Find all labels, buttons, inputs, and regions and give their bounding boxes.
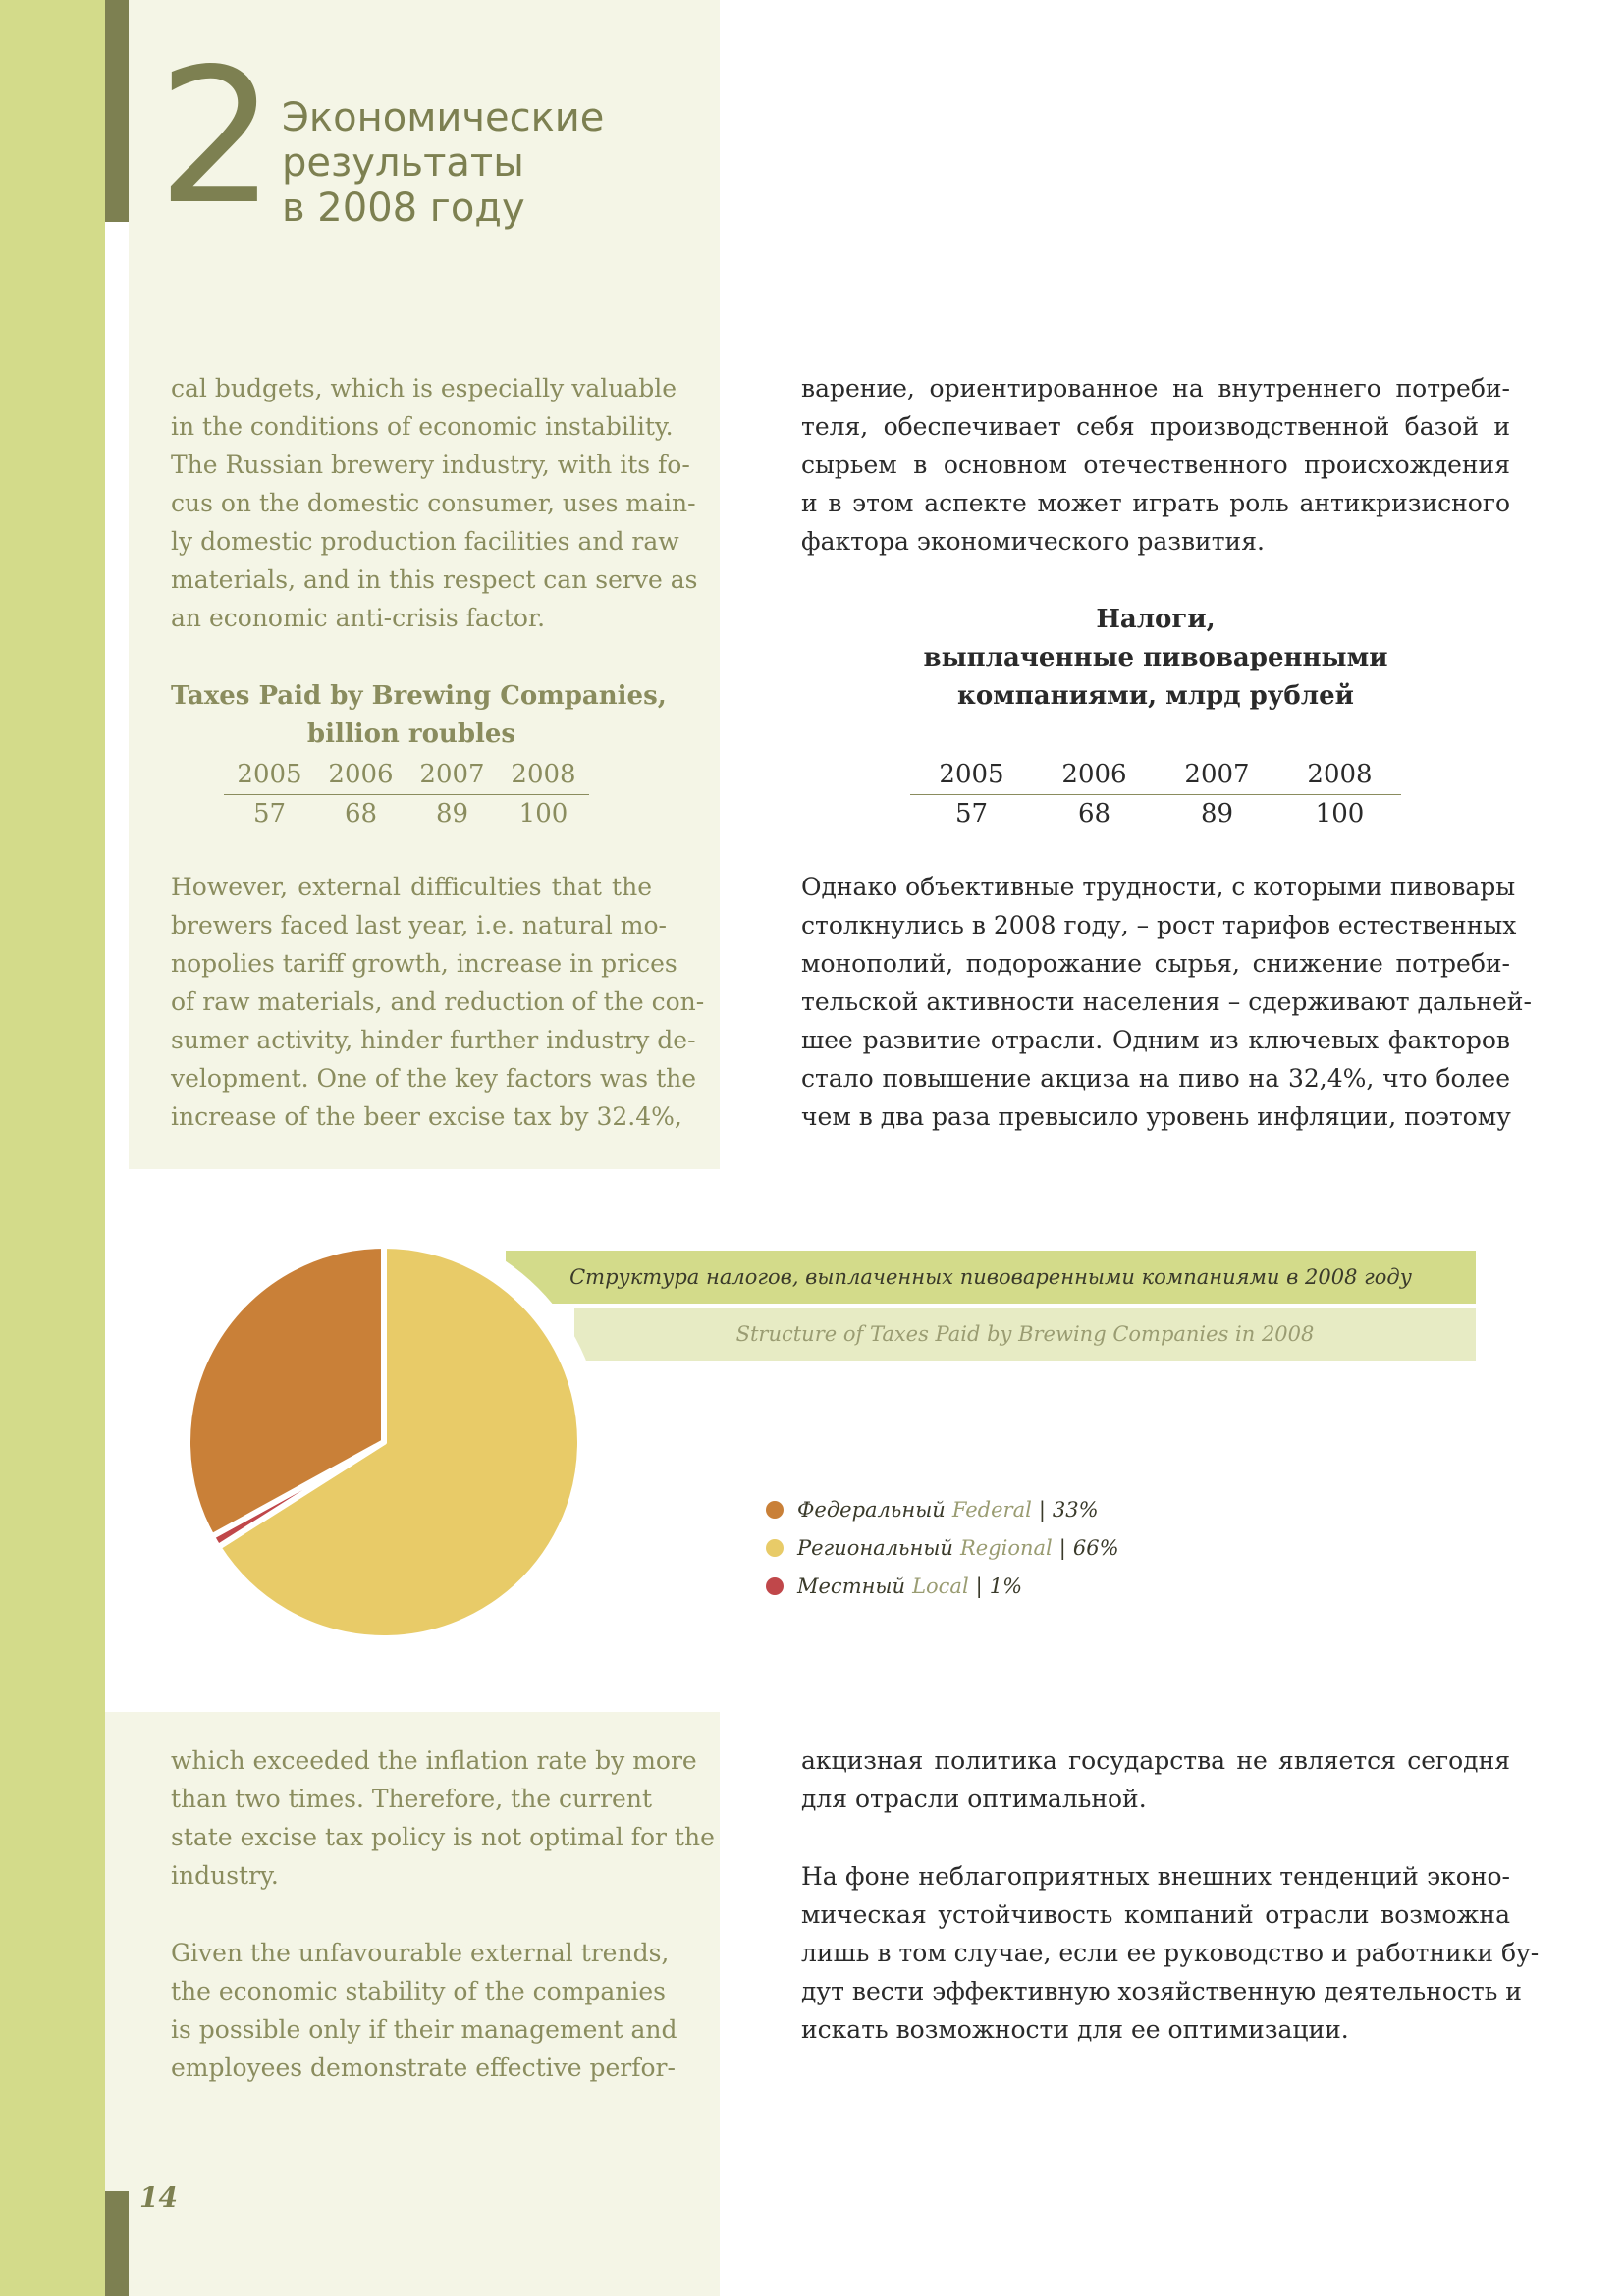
text-line: industry. — [171, 1861, 279, 1890]
russian-table-caption — [801, 601, 1510, 716]
year-cell: 2007 — [406, 756, 498, 795]
text-line: чем в два раза превысило уровень инфляции, поэтому — [801, 1102, 1511, 1131]
text-line: варение, ориентированное на внутреннего потреби- — [801, 374, 1510, 402]
legend-label-en: Local — [912, 1574, 969, 1598]
text-line: стало повышение акциза на пиво на 32,4%, что более — [801, 1064, 1510, 1093]
text-line: искать возможности для ее оптимизации. — [801, 2015, 1349, 2044]
text-line: Given the unfavourable external trends, — [171, 1939, 670, 1967]
value-cell: 100 — [518, 799, 568, 828]
table-row-years — [224, 756, 589, 795]
legend-item-federal — [766, 1490, 1119, 1528]
legend-swatch — [766, 1501, 784, 1519]
year-cell: 2005 — [910, 756, 1033, 795]
legend-percent: 1% — [989, 1574, 1023, 1598]
text-line: employees demonstrate effective perfor- — [171, 2054, 676, 2082]
text-line: cal budgets, which is especially valuable — [171, 374, 677, 402]
value-cell: 89 — [1200, 799, 1234, 828]
legend-label-en: Federal — [951, 1497, 1032, 1522]
value-cell: 68 — [1077, 799, 1111, 828]
value-cell: 68 — [344, 799, 378, 828]
caption-line: компаниями, млрд рублей — [957, 681, 1354, 711]
value-cell: 57 — [954, 799, 989, 828]
legend-label-ru: Федеральный — [797, 1497, 946, 1522]
text-line: сырьем в основном отечественного происхождения — [801, 451, 1510, 479]
chapter-number: 2 — [157, 28, 270, 245]
page-number-marker-bar — [105, 2191, 129, 2296]
legend-label-ru: Местный — [797, 1574, 906, 1598]
text-line: акцизная политика государства не является сегодня — [801, 1746, 1510, 1775]
text-line: cus on the domestic consumer, uses main- — [171, 489, 696, 517]
english-paragraph-bottom-1 — [171, 1741, 715, 1895]
chapter-title — [282, 95, 694, 231]
chapter-title-line: в 2008 году — [282, 186, 525, 231]
text-line: столкнулись в 2008 году, – рост тарифов естественных — [801, 911, 1517, 939]
russian-paragraph-bottom-2 — [801, 1857, 1540, 2049]
russian-paragraph-middle — [801, 868, 1532, 1136]
text-line: шее развитие отрасли. Одним из ключевых факторов — [801, 1026, 1510, 1054]
year-cell: 2005 — [224, 756, 315, 795]
year-cell: 2008 — [498, 756, 589, 795]
english-table-caption — [171, 677, 667, 754]
text-line: sumer activity, hinder further industry de- — [171, 1026, 696, 1054]
english-paragraph-bottom-2 — [171, 1934, 677, 2087]
legend-separator: | — [1038, 1497, 1046, 1522]
text-line: materials, and in this respect can serve as — [171, 565, 698, 594]
chart-title: Структура налогов, выплаченных пивоваренными компаниями в 2008 году — [569, 1265, 1412, 1289]
text-line: дут вести эффективную хозяйственную деятельность и — [801, 1977, 1522, 2005]
legend-percent: 66% — [1072, 1535, 1119, 1560]
chart-subtitle: Structure of Taxes Paid by Brewing Companies in 2008 — [735, 1322, 1315, 1346]
value-cell: 100 — [1315, 799, 1365, 828]
table-row-years — [910, 756, 1401, 795]
chapter-marker-bar — [105, 0, 129, 222]
value-cell: 89 — [435, 799, 469, 828]
legend-separator: | — [975, 1574, 983, 1598]
text-line: the economic stability of the companies — [171, 1977, 666, 2005]
russian-paragraph-bottom-1 — [801, 1741, 1510, 1818]
chapter-title-line: результаты — [282, 140, 524, 186]
caption-line: выплаченные пивоваренными — [923, 643, 1388, 672]
legend-label-ru: Региональный — [797, 1535, 953, 1560]
text-line: state excise tax policy is not optimal for the — [171, 1823, 715, 1851]
year-cell: 2007 — [1156, 756, 1278, 795]
text-line: На фоне неблагоприятных внешних тенденций эконо- — [801, 1862, 1510, 1891]
text-line: than two times. Therefore, the current — [171, 1785, 652, 1813]
english-paragraph-middle — [171, 868, 705, 1136]
year-cell: 2008 — [1278, 756, 1401, 795]
caption-line: billion roubles — [306, 720, 516, 749]
legend-swatch — [766, 1577, 784, 1595]
chapter-title-line: Экономические — [282, 95, 605, 140]
legend-label-en: Regional — [959, 1535, 1053, 1560]
text-line: Однако объективные трудности, с которыми пивовары — [801, 873, 1516, 901]
text-line: и в этом аспекте может играть роль антикризисного — [801, 489, 1510, 517]
legend-separator: | — [1058, 1535, 1066, 1560]
text-line: brewers faced last year, i.e. natural mo- — [171, 911, 668, 939]
text-line: теля, обеспечивает себя производственной базой и — [801, 412, 1510, 441]
text-line: монополий, подорожание сырья, снижение потреби- — [801, 949, 1510, 978]
text-line: of raw materials, and reduction of the con- — [171, 988, 705, 1016]
text-line: increase of the beer excise tax by 32.4%, — [171, 1102, 682, 1131]
table-row-values — [910, 795, 1401, 834]
caption-line: Taxes Paid by Brewing Companies, — [171, 681, 667, 711]
russian-tax-table — [910, 756, 1401, 833]
text-line: лишь в том случае, если ее руководство и работники бу- — [801, 1939, 1540, 1967]
text-line: in the conditions of economic instability. — [171, 412, 674, 441]
legend-item-regional — [766, 1528, 1119, 1567]
text-line: However, external difficulties that the — [171, 873, 652, 901]
text-line: мическая устойчивость компаний отрасли возможна — [801, 1900, 1510, 1929]
page-number: 14 — [139, 2181, 178, 2214]
text-line: для отрасли оптимальной. — [801, 1785, 1147, 1813]
english-paragraph-top — [171, 369, 698, 637]
value-cell: 57 — [252, 799, 287, 828]
legend-swatch — [766, 1539, 784, 1557]
year-cell: 2006 — [1033, 756, 1156, 795]
text-line: nopolies tariff growth, increase in prices — [171, 949, 677, 978]
english-tax-table — [224, 756, 589, 833]
text-line: тельской активности населения – сдерживают дальней- — [801, 988, 1532, 1016]
text-line: The Russian brewery industry, with its fo- — [171, 451, 690, 479]
legend-percent: 33% — [1052, 1497, 1099, 1522]
table-row-values — [224, 795, 589, 834]
text-line: ly domestic production facilities and raw — [171, 527, 679, 556]
chart-legend — [766, 1490, 1119, 1605]
text-line: which exceeded the inflation rate by more — [171, 1746, 697, 1775]
russian-paragraph-top — [801, 369, 1510, 561]
caption-line: Налоги, — [1096, 605, 1216, 634]
legend-item-local — [766, 1567, 1119, 1605]
text-line: velopment. One of the key factors was the — [171, 1064, 697, 1093]
text-line: an economic anti-crisis factor. — [171, 604, 546, 632]
text-line: фактора экономического развития. — [801, 527, 1265, 556]
year-cell: 2006 — [315, 756, 406, 795]
text-line: is possible only if their management and — [171, 2015, 677, 2044]
left-color-strip — [0, 0, 105, 2296]
